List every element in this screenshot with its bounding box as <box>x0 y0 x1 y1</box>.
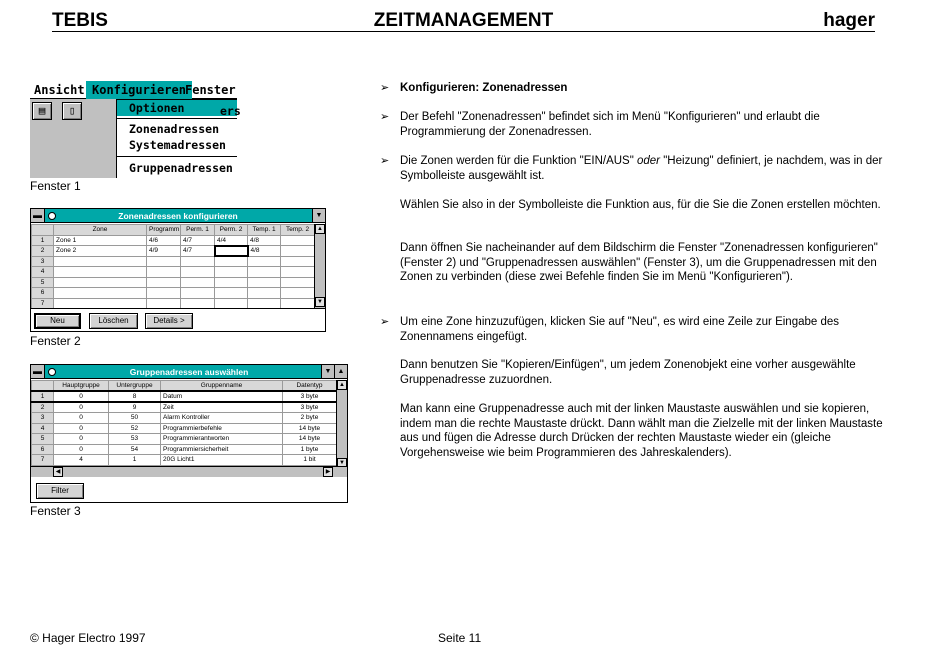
window-title-bar <box>31 365 347 379</box>
header-left: TEBIS <box>52 10 108 31</box>
cell[interactable]: Alarm Kontroller <box>161 413 283 424</box>
section-heading: Konfigurieren: Zonenadressen <box>400 82 568 94</box>
paragraph: Dann benutzen Sie "Kopieren/Einfügen", um jedem Zonenobjekt eine vorher ausgewählte Gruppenadresse zuzuordnen. <box>400 359 856 386</box>
corner-cell <box>32 225 54 236</box>
cell[interactable]: 50 <box>109 413 161 424</box>
footer-page-number: Seite 11 <box>438 631 482 645</box>
groups-table <box>31 380 337 466</box>
cell[interactable]: Programmierbefehle <box>161 423 283 434</box>
horizontal-scrollbar[interactable] <box>31 466 347 477</box>
corner-cell <box>32 381 54 392</box>
cell[interactable]: Zone 1 <box>54 235 147 246</box>
paragraph: Der Befehl "Zonenadressen" befindet sich im Menü "Konfigurieren" und erlaubt die Programmierung der Zonenadressen. <box>400 111 820 138</box>
loeschen-button[interactable]: Löschen <box>89 313 138 329</box>
column-header[interactable]: Temp. 2 <box>281 225 315 236</box>
status-circle-icon <box>48 212 56 220</box>
cell[interactable]: 1 bit <box>283 455 337 466</box>
column-header[interactable]: Datentyp <box>283 381 337 392</box>
menu-item-optionen[interactable]: Optionen <box>117 100 237 116</box>
cell[interactable] <box>281 235 315 246</box>
table-row[interactable] <box>32 256 315 267</box>
paragraph: Dann öffnen Sie nacheinander auf dem Bildschirm die Fenster "Zonenadressen konfigurieren" (Fenster 2) und "Gruppenadressen auswählen" (Fenster 3), um die Gruppenadressen mit den Zonen zu verbinden (diese zwei Befehle finden Sie im Menü "Konfigurieren"). <box>400 242 878 283</box>
scroll-down-icon[interactable]: ▼ <box>337 458 347 468</box>
cell[interactable]: 2 byte <box>283 413 337 424</box>
bullet-arrow-icon: ➢ <box>380 316 390 328</box>
row-number[interactable]: 4 <box>32 423 54 434</box>
cell[interactable] <box>147 298 181 309</box>
cell[interactable] <box>215 267 248 278</box>
vertical-scrollbar[interactable] <box>314 224 325 308</box>
cell[interactable] <box>281 246 315 257</box>
cell[interactable] <box>147 288 181 299</box>
cell[interactable]: 0 <box>54 444 109 455</box>
cell[interactable]: 8 <box>109 391 161 402</box>
table-header-row <box>32 381 337 392</box>
cell[interactable]: 14 byte <box>283 423 337 434</box>
cell[interactable]: 0 <box>54 413 109 424</box>
column-header[interactable]: Untergruppe <box>109 381 161 392</box>
cell[interactable] <box>54 256 147 267</box>
table-row[interactable] <box>32 298 315 309</box>
footer-copyright: © Hager Electro 1997 <box>30 631 146 645</box>
column-header[interactable]: Zone <box>54 225 147 236</box>
menu-konfigurieren[interactable]: Konfigurieren <box>86 81 192 99</box>
caption-fenster-1: Fenster 1 <box>30 179 81 193</box>
table-row[interactable] <box>32 455 337 466</box>
cell[interactable] <box>147 277 181 288</box>
konfigurieren-dropdown <box>116 99 237 178</box>
row-number[interactable]: 1 <box>32 391 54 402</box>
cell[interactable] <box>147 267 181 278</box>
column-header[interactable]: Perm. 1 <box>181 225 215 236</box>
cell[interactable] <box>281 298 315 309</box>
cell[interactable]: Programmierantworten <box>161 434 283 445</box>
document-icon[interactable]: ▯ <box>62 102 82 120</box>
scroll-down-icon[interactable]: ▼ <box>315 297 325 307</box>
menu-separator <box>117 118 237 119</box>
emphasis: oder <box>637 155 661 167</box>
paragraph: Um eine Zone hinzuzufügen, klicken Sie auf "Neu", es wird eine Zeile zur Eingabe des Zonennamens eingefügt. <box>400 316 840 343</box>
header-brand: hager <box>823 10 875 31</box>
menu-item-zonenadressen[interactable]: Zonenadressen <box>129 122 220 136</box>
row-number[interactable]: 5 <box>32 277 54 288</box>
cell[interactable] <box>281 256 315 267</box>
cell[interactable]: 0 <box>54 391 109 402</box>
cell[interactable]: 14 byte <box>283 434 337 445</box>
vertical-scrollbar[interactable] <box>336 380 347 469</box>
system-menu-icon[interactable]: ▬ <box>31 209 45 222</box>
cell[interactable] <box>181 288 215 299</box>
cell[interactable] <box>215 288 248 299</box>
cell[interactable]: 3 byte <box>283 391 337 402</box>
cell[interactable] <box>54 267 147 278</box>
menu-ansicht[interactable]: Ansicht <box>34 83 85 97</box>
window-title: Gruppenadressen auswählen <box>129 367 249 377</box>
row-number[interactable]: 2 <box>32 402 54 413</box>
cell[interactable]: 4/8 <box>248 246 281 257</box>
cell[interactable]: 0 <box>54 423 109 434</box>
bullet-arrow-icon: ➢ <box>380 155 390 167</box>
row-number[interactable]: 7 <box>32 298 54 309</box>
table-row-selected[interactable] <box>32 391 337 402</box>
cell[interactable]: 3 byte <box>283 402 337 413</box>
menu-bar <box>30 81 237 99</box>
active-edit-cell[interactable] <box>215 246 248 257</box>
table-row[interactable] <box>32 288 315 299</box>
window-gruppenadressen <box>30 364 348 503</box>
partial-toolbar-text: ers <box>220 104 241 118</box>
row-number[interactable]: 5 <box>32 434 54 445</box>
cell[interactable] <box>281 288 315 299</box>
system-menu-icon[interactable]: ▬ <box>31 365 45 378</box>
row-number[interactable]: 2 <box>32 246 54 257</box>
cell[interactable]: Programmiersicherheit <box>161 444 283 455</box>
paragraph: Wählen Sie also in der Symbolleiste die Funktion aus, für die Sie die Zonen erstellen möchten. <box>400 199 881 211</box>
cell[interactable]: 1 <box>109 455 161 466</box>
cell[interactable] <box>147 256 181 267</box>
row-number[interactable]: 1 <box>32 235 54 246</box>
cell[interactable]: 4/6 <box>147 235 181 246</box>
table-header-row <box>32 225 315 236</box>
paragraph: Man kann eine Gruppenadresse auch mit der linken Maustaste auswählen und sie kopieren, indem man die rechte Maustaste drückt. Dann wählt man die Zielzelle mit der linken Maustaste aus und fügen die Adresse durch Drücken der rechten Maustaste wieder ein (gleiche Vorgehensweise wie beim Programmieren des Jahreskalenders). <box>400 403 883 459</box>
column-header[interactable]: Perm. 2 <box>215 225 248 236</box>
cell[interactable]: 9 <box>109 402 161 413</box>
cell[interactable]: 4/7 <box>181 246 215 257</box>
minimize-icon[interactable]: ▼ <box>321 365 334 378</box>
status-circle-icon <box>48 368 56 376</box>
cell[interactable] <box>215 256 248 267</box>
cell[interactable] <box>181 298 215 309</box>
column-header[interactable]: Programm <box>147 225 181 236</box>
row-number[interactable]: 7 <box>32 455 54 466</box>
zones-table <box>31 224 315 309</box>
table-row[interactable] <box>32 423 337 434</box>
row-number[interactable]: 3 <box>32 413 54 424</box>
cell[interactable] <box>54 288 147 299</box>
row-number[interactable]: 6 <box>32 288 54 299</box>
cell[interactable]: 4/9 <box>147 246 181 257</box>
scroll-up-icon[interactable]: ▲ <box>337 380 347 390</box>
cell[interactable] <box>215 277 248 288</box>
cell[interactable]: 53 <box>109 434 161 445</box>
column-header[interactable]: Gruppenname <box>161 381 283 392</box>
menu-item-gruppenadressen[interactable]: Gruppenadressen <box>129 161 233 175</box>
scroll-left-icon[interactable]: ◀ <box>53 467 63 477</box>
cell[interactable] <box>181 277 215 288</box>
window-title: Zonenadressen konfigurieren <box>118 211 238 221</box>
cell[interactable]: Datum <box>161 391 283 402</box>
cell[interactable]: 1 byte <box>283 444 337 455</box>
scroll-up-icon[interactable]: ▲ <box>315 224 325 234</box>
row-number[interactable]: 3 <box>32 256 54 267</box>
caption-fenster-3: Fenster 3 <box>30 504 81 518</box>
maximize-icon[interactable]: ▲ <box>334 365 347 378</box>
minimize-icon[interactable]: ▼ <box>312 209 325 222</box>
cell[interactable]: Zeit <box>161 402 283 413</box>
cell[interactable]: 0 <box>54 402 109 413</box>
bullet-arrow-icon: ➢ <box>380 111 390 123</box>
neu-button[interactable]: Neu <box>34 313 81 329</box>
text-run: "Heizung" definiert, je nachdem, was in der Symbolleiste ausgewählt ist. <box>400 155 883 182</box>
scroll-right-icon[interactable]: ▶ <box>323 467 333 477</box>
cell[interactable] <box>281 267 315 278</box>
cell[interactable] <box>248 288 281 299</box>
cell[interactable] <box>215 298 248 309</box>
cell[interactable]: 52 <box>109 423 161 434</box>
details-button[interactable]: Details > <box>145 313 193 329</box>
cell[interactable]: 4/4 <box>215 235 248 246</box>
text-run: Die Zonen werden für die Funktion "EIN/AUS" <box>400 155 637 167</box>
cell[interactable]: Zone 2 <box>54 246 147 257</box>
window-zonenadressen <box>30 208 326 332</box>
menu-item-systemadressen[interactable]: Systemadressen <box>129 138 226 152</box>
cell[interactable]: 4/7 <box>181 235 215 246</box>
table-row[interactable] <box>32 277 315 288</box>
filter-button[interactable]: Filter <box>36 483 84 499</box>
menu-separator <box>117 156 237 157</box>
column-header[interactable]: Temp. 1 <box>248 225 281 236</box>
caption-fenster-2: Fenster 2 <box>30 334 81 348</box>
window-menu-screenshot <box>30 81 237 178</box>
cell[interactable]: 4/8 <box>248 235 281 246</box>
cell[interactable]: 20G Licht1 <box>161 455 283 466</box>
table-row[interactable] <box>32 434 337 445</box>
table-row[interactable] <box>32 246 315 257</box>
header-title: ZEITMANAGEMENT <box>373 10 554 31</box>
cell[interactable]: 4 <box>54 455 109 466</box>
window-title-bar <box>31 209 325 223</box>
cell[interactable] <box>54 277 147 288</box>
column-header[interactable]: Hauptgruppe <box>54 381 109 392</box>
cell[interactable] <box>181 267 215 278</box>
cell[interactable] <box>248 277 281 288</box>
table-row[interactable] <box>32 402 337 413</box>
menu-fenster[interactable]: Fenster <box>185 83 236 97</box>
cell[interactable]: 54 <box>109 444 161 455</box>
bullet-arrow-icon: ➢ <box>380 82 390 94</box>
cell[interactable]: 0 <box>54 434 109 445</box>
row-number[interactable]: 4 <box>32 267 54 278</box>
page-header <box>52 9 875 32</box>
cell[interactable] <box>54 298 147 309</box>
cell[interactable] <box>248 267 281 278</box>
printer-icon[interactable]: ▤ <box>32 102 52 120</box>
divider <box>31 308 325 309</box>
table-row[interactable] <box>32 235 315 246</box>
cell[interactable] <box>248 256 281 267</box>
table-row[interactable] <box>32 444 337 455</box>
cell[interactable] <box>248 298 281 309</box>
row-number[interactable]: 6 <box>32 444 54 455</box>
table-row[interactable] <box>32 267 315 278</box>
paragraph <box>400 154 890 183</box>
table-row[interactable] <box>32 413 337 424</box>
cell[interactable] <box>281 277 315 288</box>
cell[interactable] <box>181 256 215 267</box>
